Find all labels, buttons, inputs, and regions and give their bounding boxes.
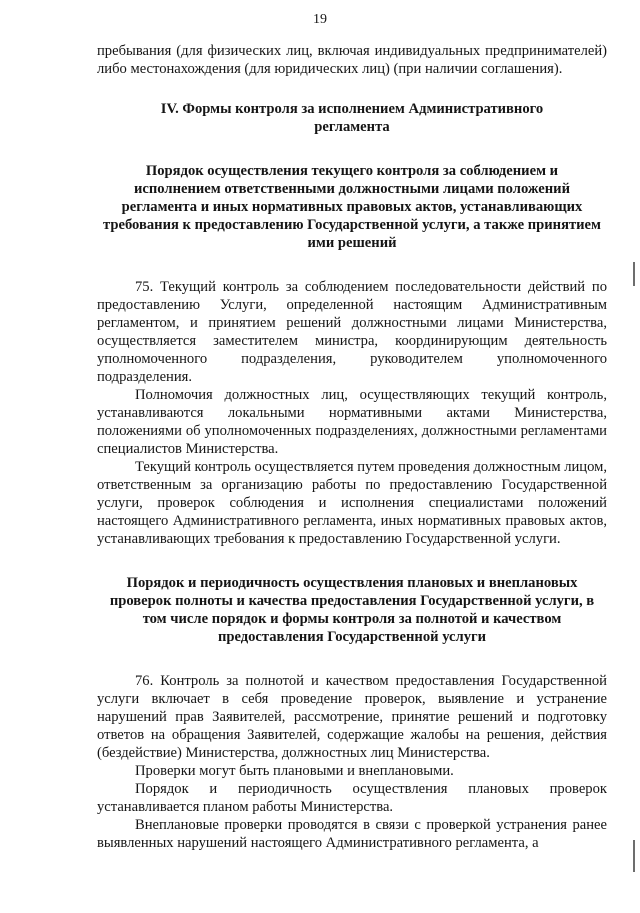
paragraph-75-current-control: Текущий контроль осуществляется путем проведения должностным лицом, ответственным за организацию работы по предоставлению Государственной услуги, проверок соблюдения и исполнения специалистами положений настоящего Административного регламента, иных нормативных правовых актов, устанавливающих требования к предоставлению Государственной услуги. <box>97 459 608 547</box>
page-content <box>97 42 607 852</box>
paragraph-76-unplanned-inspections: Внеплановые проверки проводятся в связи с проверкой устранения ранее выявленных нарушений настоящего Административного регламента, а <box>97 817 607 851</box>
paragraph-continuation: пребывания (для физических лиц, включая индивидуальных предпринимателей) либо местонахождения (для юридических лиц) (при наличии соглашения). <box>97 43 607 77</box>
subsection-heading-current-control: Порядок осуществления текущего контроля за соблюдением и исполнением ответственными должностными лицами положений регламента и иных нормативных правовых актов, устанавливающих требования к предоставлению Государственной услуги, а также принятием ими решений <box>103 163 601 251</box>
paragraph-76-planned-inspections: Порядок и периодичность осуществления плановых проверок устанавливается планом работы Министерства. <box>97 781 607 815</box>
paragraph-76-inspection-types: Проверки могут быть плановыми и внеплановыми. <box>135 763 454 779</box>
paragraph-75: 75. Текущий контроль за соблюдением последовательности действий по предоставлению Услуги, определенной настоящим Административным регламентом, и принятием решений должностными лицами Министерства, осуществляется заместителем министра, координирующим деятельность уполномоченного подразделения, руководителем уполномоченного подразделения. <box>97 279 607 385</box>
subsection-heading-inspections: Порядок и периодичность осуществления плановых и внеплановых проверок полноты и качества предоставления Государственной услуги, в том числе порядок и формы контроля за полнотой и качеством предоставления Государственной услуги <box>109 575 595 645</box>
section-heading: IV. Формы контроля за исполнением Административного регламента <box>160 101 544 135</box>
paragraph-75-powers: Полномочия должностных лиц, осуществляющих текущий контроль, устанавливаются локальными нормативными актами Министерства, положениями об уполномоченных подразделениях, должностными регламентами специалистов Министерства. <box>97 387 607 457</box>
scan-margin-mark-top <box>633 262 635 286</box>
paragraph-76: 76. Контроль за полнотой и качеством предоставления Государственной услуги включает в себя проведение проверок, выявление и устранение нарушений прав Заявителей, рассмотрение, принятие решений и подготовку ответов на обращения Заявителей, содержащие жалобы на решения, действия (бездействие) Министерства, должностных лиц Министерства. <box>97 673 607 761</box>
scan-margin-mark-bottom <box>633 840 635 872</box>
page-number: 19 <box>313 12 327 27</box>
